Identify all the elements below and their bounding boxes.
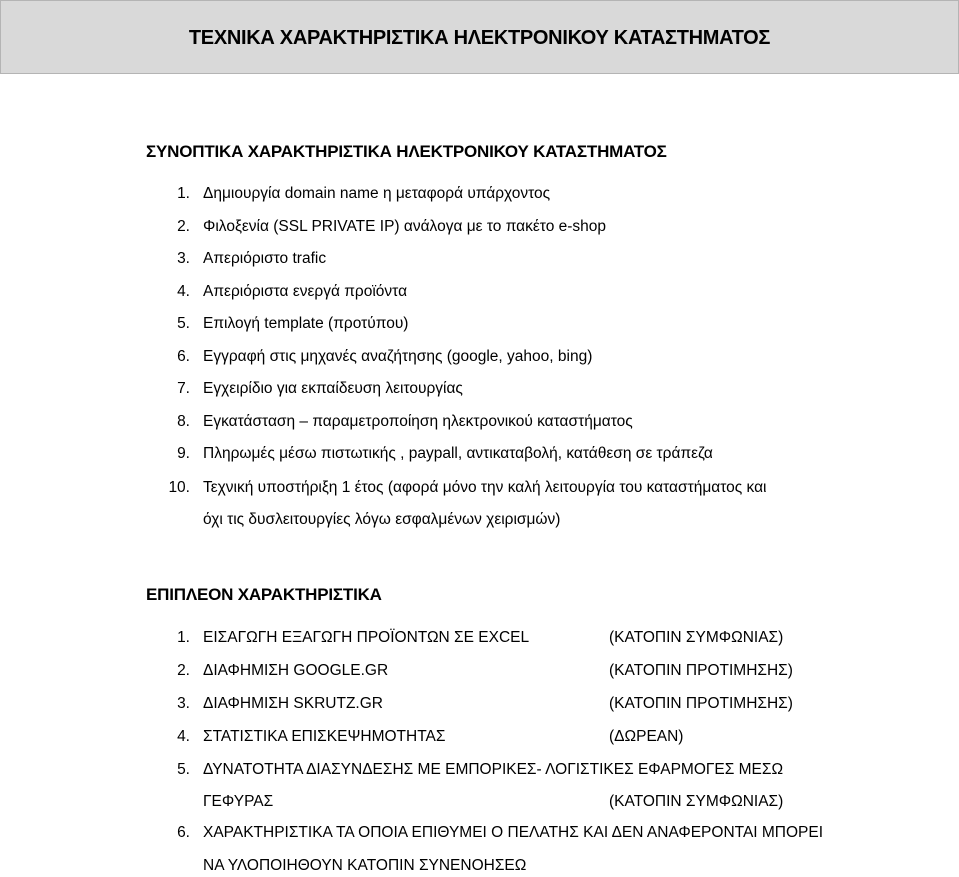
list-item-text: ΕΙΣΑΓΩΓΗ ΕΞΑΓΩΓΗ ΠΡΟΪΟΝΤΩΝ ΣΕ EXCEL — [203, 629, 530, 646]
list-item-text: Απεριόριστο trafic — [203, 250, 327, 267]
list-item-number: 5. — [177, 761, 190, 778]
list-item-text-continued: όχι τις δυσλειτουργίες λόγω εσφαλμένων χειρισμών) — [203, 511, 561, 528]
list-item-note: (ΚΑΤΟΠΙΝ ΣΥΜΦΩΝΙΑΣ) — [609, 629, 784, 646]
list-item-number: 7. — [177, 380, 190, 397]
list-item-number: 1. — [177, 185, 190, 202]
list-item-note: (ΚΑΤΟΠΙΝ ΠΡΟΤΙΜΗΣΗΣ) — [609, 662, 793, 679]
list-item-number: 6. — [177, 824, 190, 841]
list-item-number: 8. — [177, 413, 190, 430]
list-item-text: Πληρωμές μέσω πιστωτικής , paypall, αντικαταβολή, κατάθεση σε τράπεζα — [203, 445, 713, 462]
list-item-text: ΣΤΑΤΙΣΤΙΚΑ ΕΠΙΣΚΕΨΗΜΟΤΗΤΑΣ — [203, 728, 446, 745]
document-title: ΤΕΧΝΙΚΑ ΧΑΡΑΚΤΗΡΙΣΤΙΚΑ ΗΛΕΚΤΡΟΝΙΚΟΥ ΚΑΤΑΣΤΗΜΑΤΟΣ — [188, 27, 771, 49]
list-item-number: 6. — [177, 348, 190, 365]
list-item-text: ΔΙΑΦΗΜΙΣΗ GOOGLE.GR — [203, 662, 389, 679]
list-item-text: Εγκατάσταση – παραμετροποίηση ηλεκτρονικού καταστήματος — [203, 413, 633, 430]
list-item-number: 9. — [177, 445, 190, 462]
list-item-text: Φιλοξενία (SSL PRIVATE IP) ανάλογα με το πακέτο e-shop — [203, 218, 607, 235]
list-item-number: 5. — [177, 315, 190, 332]
list-item-text-continued: ΓΕΦΥΡΑΣ — [203, 793, 274, 810]
list-item-text: ΔΥΝΑΤΟΤΗΤΑ ΔΙΑΣΥΝΔΕΣΗΣ ΜΕ ΕΜΠΟΡΙΚΕΣ- ΛΟΓΙΣΤΙΚΕΣ ΕΦΑΡΜΟΓΕΣ ΜΕΣΩ — [203, 761, 784, 778]
list-item-text: Δημιουργία domain name η μεταφορά υπάρχοντος — [203, 185, 551, 202]
list-item-text: Επιλογή template (προτύπου) — [203, 315, 409, 332]
extra-heading: ΕΠΙΠΛΕΟΝ ΧΑΡΑΚΤΗΡΙΣΤΙΚΑ — [146, 585, 382, 604]
list-item-note: (ΔΩΡΕΑΝ) — [609, 728, 684, 745]
list-item-text: ΔΙΑΦΗΜΙΣΗ SKRUTZ.GR — [203, 695, 383, 712]
list-item-number: 3. — [177, 695, 190, 712]
summary-heading: ΣΥΝΟΠΤΙΚΑ ΧΑΡΑΚΤΗΡΙΣΤΙΚΑ ΗΛΕΚΤΡΟΝΙΚΟΥ ΚΑΤΑΣΤΗΜΑΤΟΣ — [146, 142, 667, 161]
list-item-text: Απεριόριστα ενεργά προϊόντα — [203, 283, 408, 300]
list-item-note: (ΚΑΤΟΠΙΝ ΠΡΟΤΙΜΗΣΗΣ) — [609, 695, 793, 712]
list-item-text: ΧΑΡΑΚΤΗΡΙΣΤΙΚΑ ΤΑ ΟΠΟΙΑ ΕΠΙΘΥΜΕΙ Ο ΠΕΛΑΤΗΣ ΚΑΙ ΔΕΝ ΑΝΑΦΕΡΟΝΤΑΙ ΜΠΟΡΕΙ — [203, 824, 824, 841]
list-item-text: Τεχνική υποστήριξη 1 έτος (αφορά μόνο την καλή λειτουργία του καταστήματος και — [203, 479, 767, 496]
list-item-text-continued: ΝΑ ΥΛΟΠΟΙΗΘΟΥΝ ΚΑΤΟΠΙΝ ΣΥΝΕΝΟΗΣΕΩ — [203, 857, 527, 874]
list-item-number: 3. — [177, 250, 190, 267]
title-bar — [0, 0, 959, 74]
list-item-note: (ΚΑΤΟΠΙΝ ΣΥΜΦΩΝΙΑΣ) — [609, 793, 784, 810]
list-item-number: 2. — [177, 662, 190, 679]
list-item-number: 1. — [177, 629, 190, 646]
list-item-number: 10. — [168, 479, 190, 496]
list-item-number: 4. — [177, 728, 190, 745]
list-item-text: Εγγραφή στις μηχανές αναζήτησης (google, yahoo, bing) — [203, 348, 593, 365]
list-item-number: 4. — [177, 283, 190, 300]
list-item-number: 2. — [177, 218, 190, 235]
list-item-text: Εγχειρίδιο για εκπαίδευση λειτουργίας — [203, 380, 463, 397]
